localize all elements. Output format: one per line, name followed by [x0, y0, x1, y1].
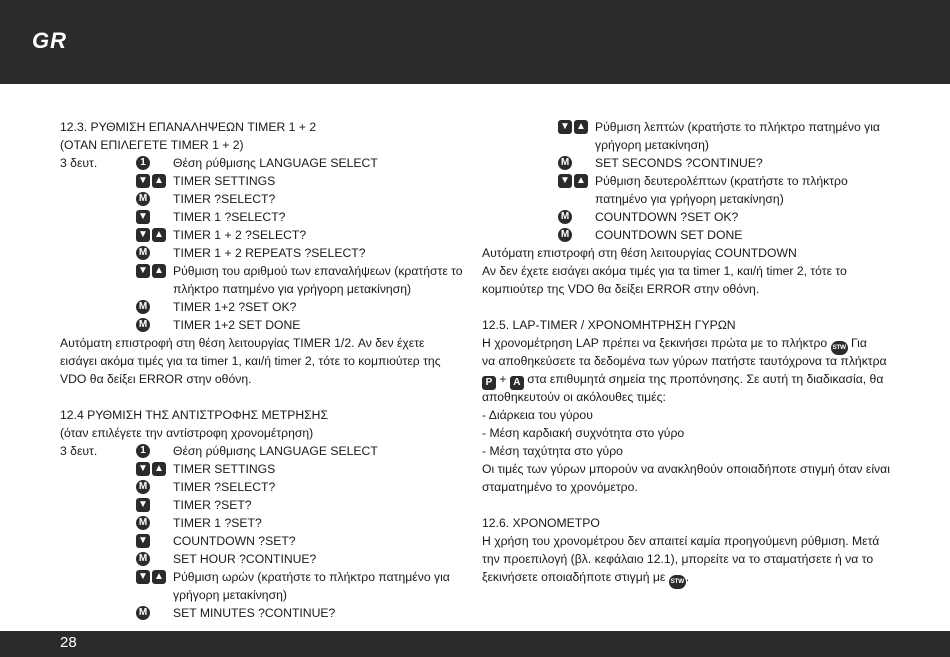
step-row	[60, 154, 460, 172]
down-arrow-key-icon: ▼	[136, 210, 150, 224]
step-row	[60, 532, 460, 550]
m-key-icon: M	[136, 480, 150, 494]
step-row	[60, 298, 460, 316]
section-12-3-subtitle: (ΟΤΑΝ ΕΠΙΛΕΓΕΤΕ TIMER 1 + 2)	[60, 138, 244, 152]
step-row	[60, 262, 463, 298]
language-tag: GR	[32, 28, 67, 53]
key-1-icon: 1	[136, 156, 150, 170]
step-row	[60, 478, 460, 496]
m-key-icon: M	[136, 192, 150, 206]
section-12-3-title: 12.3. ΡΥΘΜΙΣΗ ΕΠΑΝΑΛΗΨΕΩΝ TIMER 1 + 2	[60, 120, 317, 134]
step-text: COUNTDOWN ?SET OK?	[595, 210, 739, 224]
step-row	[60, 568, 460, 604]
m-key-icon: M	[136, 246, 150, 260]
stw-key-icon: STW	[669, 575, 686, 589]
page-number: 28	[60, 634, 77, 651]
step-row	[60, 496, 460, 514]
down-arrow-key-icon: ▼	[136, 498, 150, 512]
step-label: 3 δευτ.	[60, 444, 98, 458]
plus-sign: +	[499, 372, 507, 386]
lap-text-line-5: Οι τιμές των γύρων μπορούν να ανακληθούν οποιαδήποτε στιγμή όταν είναι	[482, 462, 890, 476]
step-text: Ρύθμιση ωρών (κρατήστε το πλήκτρο πατημένο για γρήγορη μετακίνηση)	[173, 570, 450, 602]
down-arrow-key-icon: ▼	[558, 174, 572, 188]
step-text: SET SECONDS ?CONTINUE?	[595, 156, 763, 170]
step-text: TIMER SETTINGS	[173, 462, 276, 476]
lap-text-line-2: να αποθηκεύσετε τα δεδομένα των γύρων πατήστε ταυτόχρονα τα πλήκτρα	[482, 354, 887, 368]
down-arrow-key-icon: ▼	[136, 570, 150, 584]
key-1-icon: 1	[136, 444, 150, 458]
step-row	[60, 190, 460, 208]
step-row	[60, 226, 460, 244]
step-text: Ρύθμιση δευτερολέπτων (κρατήστε το πλήκτρο πατημένο για γρήγορη μετακίνηση)	[595, 174, 848, 206]
step-text: SET HOUR ?CONTINUE?	[173, 552, 317, 566]
step-row	[482, 226, 882, 244]
step-text: Ρύθμιση λεπτών (κρατήστε το πλήκτρο πατημένο για γρήγορη μετακίνηση)	[595, 120, 880, 152]
m-key-icon: M	[558, 210, 572, 224]
up-arrow-key-icon: ▲	[574, 120, 588, 134]
step-text: TIMER 1+2 ?SET OK?	[173, 300, 297, 314]
section-12-4-subtitle: (όταν επιλέγετε την αντίστροφη χρονομέτρηση)	[60, 426, 314, 440]
up-arrow-key-icon: ▲	[152, 228, 166, 242]
down-arrow-key-icon: ▼	[136, 174, 150, 188]
step-row	[482, 208, 882, 226]
section-12-5-title: 12.5. LAP-TIMER / ΧΡΟΝΟΜΗΤΡΗΣΗ ΓΥΡΩΝ	[482, 318, 736, 332]
step-row	[482, 154, 882, 172]
error-note-line-2: κομπιούτερ της VDO θα δείξει ERROR στην οθόνη.	[482, 282, 760, 296]
up-arrow-key-icon: ▲	[574, 174, 588, 188]
step-text: COUNTDOWN SET DONE	[595, 228, 743, 242]
step-row	[482, 172, 882, 208]
down-arrow-key-icon: ▼	[558, 120, 572, 134]
step-text: TIMER ?SELECT?	[173, 480, 276, 494]
spacer	[60, 388, 460, 406]
down-arrow-key-icon: ▼	[136, 228, 150, 242]
list-item: - Μέση ταχύτητα στο γύρο	[482, 444, 623, 458]
p-key-icon: P	[482, 376, 496, 390]
step-row	[60, 244, 460, 262]
lap-text-line-3	[482, 370, 882, 388]
step-label: 3 δευτ.	[60, 156, 98, 170]
step-text: TIMER ?SELECT?	[173, 192, 276, 206]
spacer	[482, 496, 882, 514]
up-arrow-key-icon: ▲	[152, 570, 166, 584]
lap-text-line-1	[482, 334, 882, 352]
step-text: Θέση ρύθμισης LANGUAGE SELECT	[173, 156, 378, 170]
section-12-4-title: 12.4 ΡΥΘΜΙΣΗ ΤΗΣ ΑΝΤΙΣΤΡΟΦΗΣ ΜΕΤΡΗΣΗΣ	[60, 408, 329, 422]
spacer	[482, 298, 882, 316]
countdown-return-text: Αυτόματη επιστροφή στη θέση λειτουργίας COUNTDOWN	[482, 246, 797, 260]
step-text: TIMER ?SET?	[173, 498, 252, 512]
m-key-icon: M	[558, 228, 572, 242]
up-arrow-key-icon: ▲	[152, 462, 166, 476]
stopwatch-text-part: ξεκινήσετε οποιαδήποτε στιγμή με	[482, 570, 666, 584]
step-text: TIMER 1 ?SET?	[173, 516, 262, 530]
section-12-6-title: 12.6. ΧΡΟΝΟΜΕΤΡΟ	[482, 516, 600, 530]
step-text: COUNTDOWN ?SET?	[173, 534, 296, 548]
m-key-icon: M	[558, 156, 572, 170]
down-arrow-key-icon: ▼	[136, 462, 150, 476]
step-row	[60, 172, 460, 190]
page-header	[0, 0, 950, 84]
down-arrow-key-icon: ▼	[136, 534, 150, 548]
step-row	[482, 118, 882, 154]
step-row	[60, 208, 460, 226]
stopwatch-text-line-3	[482, 568, 882, 586]
list-item: - Μέση καρδιακή συχνότητα στο γύρο	[482, 426, 685, 440]
page-footer	[0, 631, 950, 657]
section-12-3-paragraph: Αυτόματη επιστροφή στη θέση λειτουργίας TIMER 1/2. Αν δεν έχετε εισάγει ακόμα τιμές για τα timer 1, και/ή timer 2, τότε το κομπιούτερ της VDO θα δείξει ERROR στην οθόνη.	[60, 336, 441, 386]
step-text: TIMER 1 + 2 ?SELECT?	[173, 228, 307, 242]
m-key-icon: M	[136, 606, 150, 620]
step-row	[60, 316, 460, 334]
left-column	[60, 118, 463, 622]
up-arrow-key-icon: ▲	[152, 264, 166, 278]
lap-text-part: στα επιθυμητά σημεία της προπόνησης. Σε αυτή τη διαδικασία, θα	[527, 372, 884, 386]
right-column	[482, 118, 890, 586]
step-row	[60, 550, 460, 568]
step-text: TIMER 1 + 2 REPEATS ?SELECT?	[173, 246, 366, 260]
error-note-line-1: Αν δεν έχετε εισάγει ακόμα τιμές για τα timer 1, και/ή timer 2, τότε το	[482, 264, 847, 278]
step-text: TIMER 1+2 SET DONE	[173, 318, 301, 332]
step-text: SET MINUTES ?CONTINUE?	[173, 606, 336, 620]
list-item: - Διάρκεια του γύρου	[482, 408, 593, 422]
m-key-icon: M	[136, 516, 150, 530]
step-row	[60, 442, 460, 460]
step-text: Θέση ρύθμισης LANGUAGE SELECT	[173, 444, 378, 458]
step-text: Ρύθμιση του αριθμού των επαναλήψεων (κρατήστε το πλήκτρο πατημένο για γρήγορη μετακίνηση)	[173, 264, 463, 296]
stopwatch-text-end: .	[685, 570, 690, 584]
stopwatch-text-line-1: Η χρήση του χρονομέτρου δεν απαιτεί καμία προηγούμενη ρύθμιση. Μετά	[482, 534, 880, 548]
m-key-icon: M	[136, 318, 150, 332]
step-row	[60, 514, 460, 532]
up-arrow-key-icon: ▲	[152, 174, 166, 188]
lap-text-part: Η χρονομέτρηση LAP πρέπει να ξεκινήσει πρώτα με το πλήκτρο	[482, 336, 828, 350]
stopwatch-text-line-2: την προεπιλογή (βλ. κεφάλαιο 12.1), μπορείτε να το σταματήσετε ή να το	[482, 552, 874, 566]
step-row	[60, 604, 460, 622]
lap-text-line-6: σταματημένο το χρονόμετρο.	[482, 480, 638, 494]
lap-text-line-4: αποθηκευτούν οι ακόλουθες τιμές:	[482, 390, 666, 404]
m-key-icon: M	[136, 552, 150, 566]
lap-text-part: Για	[850, 336, 867, 350]
step-text: TIMER SETTINGS	[173, 174, 276, 188]
step-text: TIMER 1 ?SELECT?	[173, 210, 286, 224]
stw-key-icon: STW	[831, 341, 848, 355]
down-arrow-key-icon: ▼	[136, 264, 150, 278]
step-row	[60, 460, 460, 478]
a-key-icon: A	[510, 376, 524, 390]
m-key-icon: M	[136, 300, 150, 314]
